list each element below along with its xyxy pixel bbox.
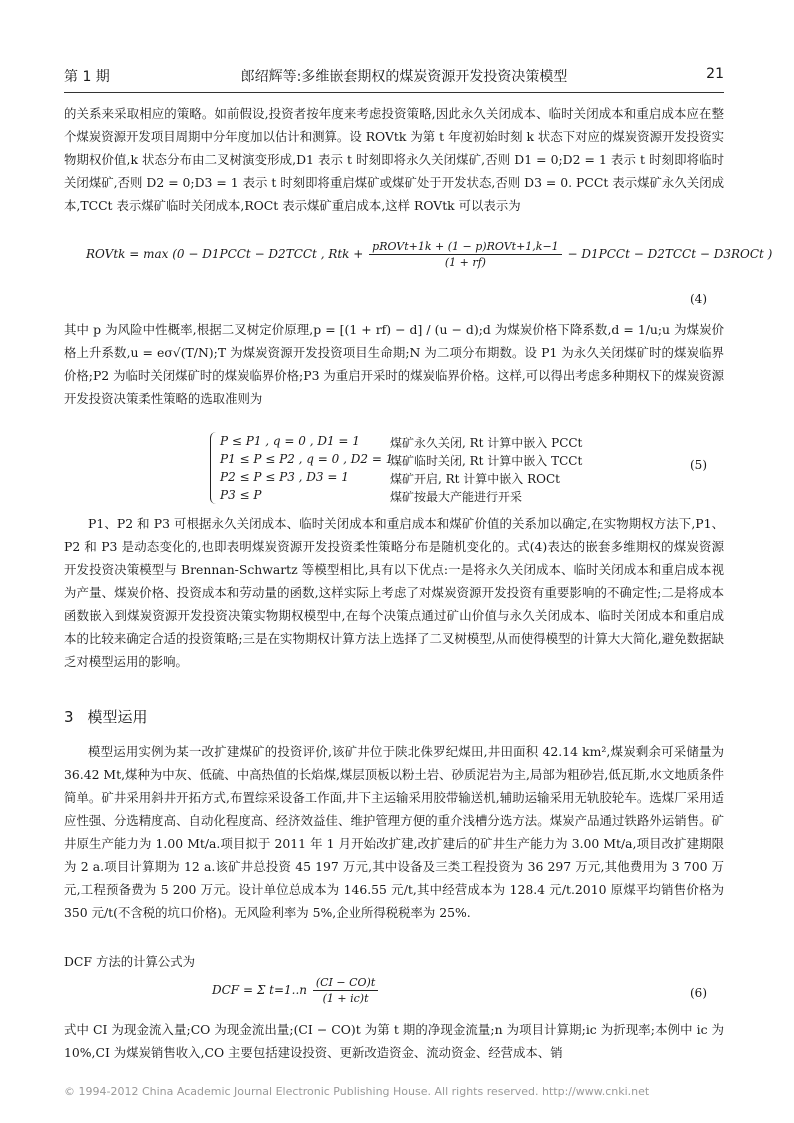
equation-dcf-denominator: (1 + ic)t — [322, 992, 369, 1005]
body-paragraph-3: P1、P2 和 P3 可根据永久关闭成本、临时关闭成本和重启成本和煤矿价值的关系加以确定,在实物期权方法下,P1、P2 和 P3 是动态变化的,也即表明煤炭资源开发投资柔性策略分布是随机变化的。式(4)表达的嵌套多维期权的煤炭资源开发投资决策模型与 Brennan-Schwartz 等模型相比,具有以下优点:一是将永久关闭成本、临时关闭成本和重启成本视为产量、煤炭价格、投资成本和劳动量的函数,这样实际上考虑了对煤炭资源开发投资有重要影响的不确定性;二是将成本函数嵌入到煤炭资源开发投资决策实物期权模型中,在每个决策点通过矿山价值与永久关闭成本、临时关闭成本和重启成本的比较来确定合适的投资策略;三是在实物期权计算方法上选择了二叉树模型,从而使得模型的计算大大简化,避免数据缺乏对模型运用的影响。 — [64, 516, 724, 669]
running-title: 郎绍辉等:多维嵌套期权的煤炭资源开发投资决策模型 — [240, 69, 568, 85]
issue-number: 第 1 期 — [64, 69, 110, 85]
header-rule — [64, 92, 724, 93]
equation-dcf-sum: Σ t=1..n — [256, 983, 307, 997]
left-brace — [210, 432, 218, 504]
section-number: 3 — [64, 708, 74, 726]
decision-cases — [210, 432, 610, 504]
equation-dcf-numerator: (CI − CO)t — [313, 976, 378, 991]
equation-rov-denominator: (1 + rf) — [444, 256, 486, 269]
equation-number-6: (6) — [690, 986, 707, 1000]
case-description: 煤矿临时关闭, Rt 计算中嵌入 TCCt — [390, 454, 583, 468]
running-header — [64, 66, 724, 88]
body-paragraph-6: 式中 CI 为现金流入量;CO 为现金流出量;(CI − CO)t 为第 t 期的净现金流量;n 为项目计算期;ic 为折现率;本例中 ic 为 10%,CI 为煤炭销售收入,CO 主要包括建设投资、更新改造资金、流动资金、经营成本、销 — [64, 1022, 724, 1060]
case-condition: P ≤ P1 , q = 0 , D1 = 1 — [220, 434, 360, 448]
page-number: 21 — [706, 66, 724, 82]
case-description: 煤矿按最大产能进行开采 — [390, 490, 523, 504]
copyright-footer: © 1994-2012 China Academic Journal Electronic Publishing House. All rights reserved. http://www.cnki.net — [64, 1085, 650, 1098]
equation-rov-fraction — [369, 240, 562, 269]
equation-rov-part1: (0 − D1PCCt − D2TCCt , Rtk + — [172, 247, 364, 261]
body-paragraph-1: 的关系来采取相应的策略。如前假设,投资者按年度来考虑投资策略,因此永久关闭成本、临时关闭成本和重启成本应在整个煤炭资源开发项目周期中分年度加以估计和测算。设 ROVtk 为第 t 年度初始时刻 k 状态下对应的煤炭资源开发投资实物期权价值,k 状态分布由二叉树演变形成,D1 表示 t 时刻即将永久关闭煤矿,否则 D1 = 0;D2 = 1 表示 t 时刻即将临时关闭煤矿,否则 D2 = 0;D3 = 1 表示 t 时刻即将重启煤矿或煤矿处于开发状态,否则 D3 = 0. PCCt 表示煤矿永久关闭成本,TCCt 表示煤矿临时关闭成本,ROCt 表示煤矿重启成本,这样 ROVtk 可以表示为 — [64, 106, 724, 213]
equation-rov-numerator: pROVt+1k + (1 − p)ROVt+1,k−1 — [369, 240, 562, 255]
equation-number-4: (4) — [690, 292, 707, 306]
case-condition: P1 ≤ P ≤ P2 , q = 0 , D2 = 1 — [220, 452, 394, 466]
equation-dcf — [212, 976, 380, 1005]
equation-dcf-fraction — [313, 976, 378, 1005]
equation-rov-lhs: ROVtk = max — [86, 247, 169, 261]
case-description: 煤矿开启, Rt 计算中嵌入 ROCt — [390, 472, 560, 486]
equation-number-5: (5) — [690, 458, 707, 472]
body-paragraph-4: 模型运用实例为某一改扩建煤矿的投资评价,该矿井位于陕北侏罗纪煤田,井田面积 42.14 km²,煤炭剩余可采储量为 36.42 Mt,煤种为中灰、低硫、中高热值的长焰煤,煤层顶板以粉土岩、砂质泥岩为主,局部为粗砂岩,低瓦斯,水文地质条件简单。矿井采用斜井开拓方式,布置综采设备工作面,井下主运输采用胶带输送机,辅助运输采用无轨胶轮车。选煤厂采用适应性强、分选精度高、自动化程度高、经济效益佳、维护管理方便的重介浅槽分选方法。煤炭产品通过铁路外运销售。矿井原生产能力为 1.00 Mt/a.项目拟于 2011 年 1 月开始改扩建,改扩建后的矿井生产能力为 3.00 Mt/a,项目改扩建期限为 2 a.项目计算期为 12 a.该矿井总投资 45 197 万元,其中设备及三类工程投资为 36 297 万元,其他费用为 3 700 万元,工程预备费为 5 200 万元。设计单位总成本为 146.55 元/t,其中经营成本为 128.4 元/t.2010 原煤平均销售价格为 350 元/t(不含税的坑口价格)。无风险利率为 5%,企业所得税税率为 25%. — [64, 744, 724, 920]
equation-rov — [86, 240, 772, 269]
case-condition: P2 ≤ P ≤ P3 , D3 = 1 — [220, 470, 349, 484]
section-title: 模型运用 — [87, 708, 148, 726]
body-paragraph-5: DCF 方法的计算公式为 — [64, 954, 196, 969]
case-condition: P3 ≤ P — [220, 488, 262, 502]
equation-rov-part2: − D1PCCt − D2TCCt − D3ROCt ) — [567, 247, 773, 261]
section-heading — [64, 706, 148, 727]
equation-dcf-lhs: DCF = — [212, 983, 253, 997]
body-paragraph-2: 其中 p 为风险中性概率,根据二叉树定价原理,p = [(1 + rf) − d] / (u − d);d 为煤炭价格下降系数,d = 1/u;u 为煤炭价格上升系数,u = eσ√(T/N);T 为煤炭资源开发投资项目生命期;N 为二项分布期数。设 P1 为永久关闭煤矿时的煤炭临界价格;P2 为临时关闭煤矿时的煤炭临界价格;P3 为重启开采时的煤炭临界价格。这样,可以得出考虑多种期权下的煤炭资源开发投资决策柔性策略的选取准则为 — [64, 322, 724, 406]
case-description: 煤矿永久关闭, Rt 计算中嵌入 PCCt — [390, 436, 583, 450]
